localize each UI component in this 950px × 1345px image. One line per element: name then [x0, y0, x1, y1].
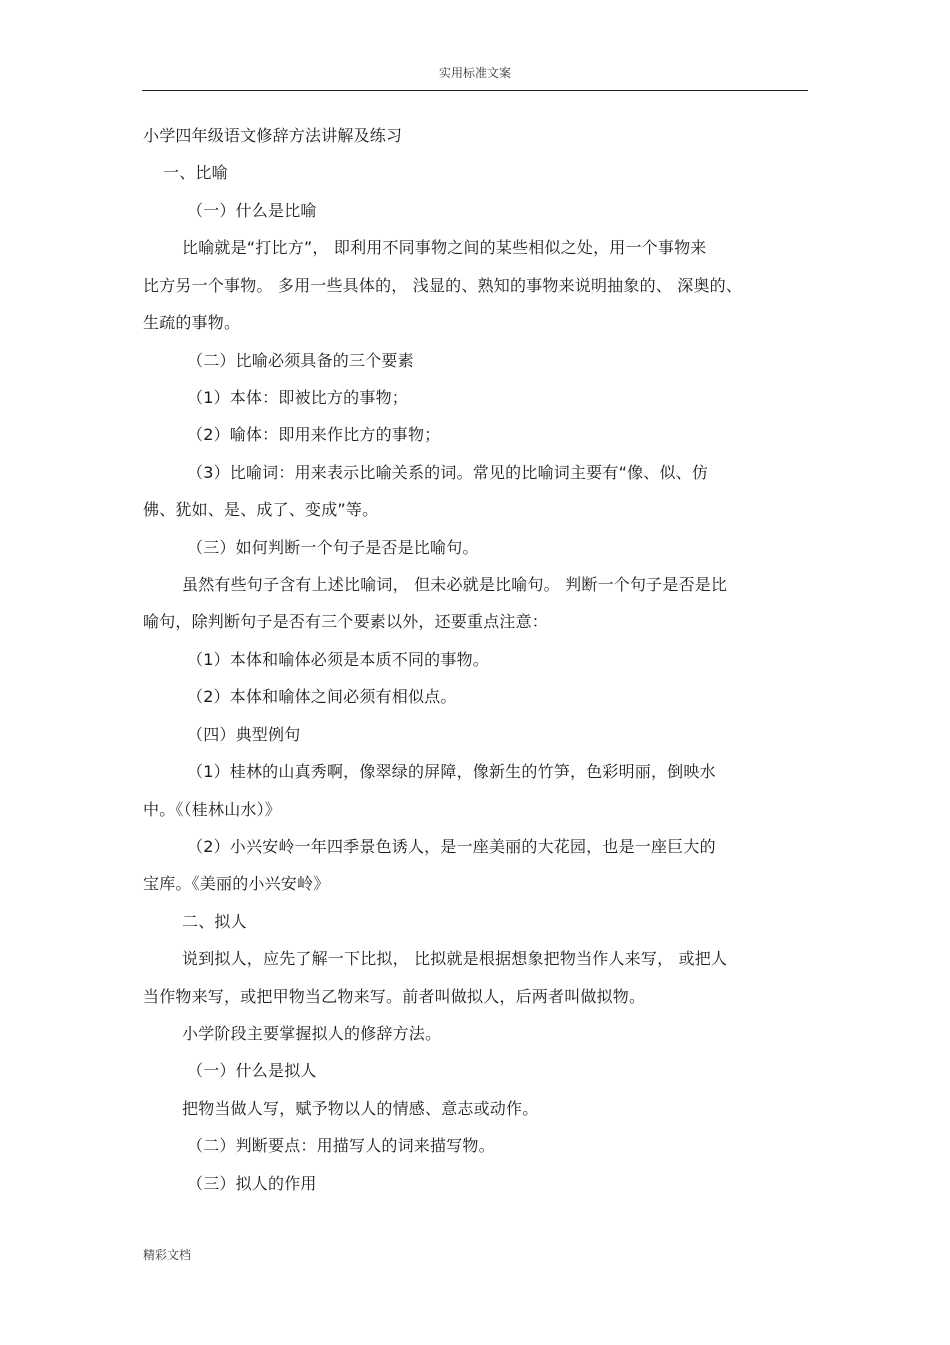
list-item: （2）小兴安岭一年四季景色诱人，是一座美丽的大花园，也是一座巨大的	[187, 837, 716, 856]
page-footer: 精彩文档	[143, 1248, 192, 1262]
list-item: （2）本体和喻体之间必须有相似点。	[187, 687, 457, 706]
paragraph-line: 虽然有些句子含有上述比喻词， 但未必就是比喻句。 判断一个句子是否是比	[182, 575, 728, 594]
list-item: （1）桂林的山真秀啊，像翠绿的屏障，像新生的竹笋，色彩明丽，倒映水	[187, 762, 716, 781]
paragraph-line: 把物当做人写，赋予物以人的情感、意志或动作。	[182, 1099, 539, 1118]
paragraph-line: 比方另一个事物。 多用一些具体的， 浅显的、熟知的事物来说明抽象的、 深奥的、	[143, 276, 743, 295]
paragraph-line: 宝库。《美丽的小兴安岭》	[143, 874, 330, 893]
paragraph-line: 小学阶段主要掌握拟人的修辞方法。	[182, 1024, 442, 1043]
paragraph-line: 生疏的事物。	[143, 313, 241, 332]
list-item: （1）本体和喻体必须是本质不同的事物。	[187, 650, 489, 669]
list-item: （1）本体：即被比方的事物；	[187, 388, 408, 407]
subsection-heading: （二）比喻必须具备的三个要素	[187, 351, 414, 370]
section-heading: 一、比喻	[163, 163, 228, 182]
subsection-heading: （三）如何判断一个句子是否是比喻句。	[187, 538, 479, 557]
section-heading: 二、拟人	[182, 912, 247, 931]
paragraph-line: 喻句，除判断句子是否有三个要素以外，还要重点注意：	[143, 612, 549, 631]
subsection-heading: （二）判断要点：用描写人的词来描写物。	[187, 1136, 495, 1155]
paragraph-line: 比喻就是“打比方”， 即利用不同事物之间的某些相似之处，用一个事物来	[182, 238, 707, 257]
paragraph-line: 说到拟人，应先了解一下比拟， 比拟就是根据想象把物当作人来写， 或把人	[182, 949, 728, 968]
subsection-heading: （四）典型例句	[187, 725, 301, 744]
paragraph-line: 佛、犹如、是、成了、变成”等。	[143, 500, 379, 519]
list-item: （2）喻体：即用来作比方的事物；	[187, 425, 441, 444]
paragraph-line: 当作物来写，或把甲物当乙物来写。前者叫做拟人，后两者叫做拟物。	[143, 987, 646, 1006]
paragraph-line: 中。《（桂林山水）》	[143, 800, 282, 819]
subsection-heading: （三）拟人的作用	[187, 1174, 317, 1193]
header-rule	[142, 90, 808, 91]
document-title: 小学四年级语文修辞方法讲解及练习	[143, 126, 403, 145]
list-item: （3）比喻词：用来表示比喻关系的词。常见的比喻词主要有“像、似、仿	[187, 463, 709, 482]
subsection-heading: （一）什么是拟人	[187, 1061, 317, 1080]
subsection-heading: （一）什么是比喻	[187, 201, 317, 220]
page-header: 实用标准文案	[438, 66, 511, 80]
